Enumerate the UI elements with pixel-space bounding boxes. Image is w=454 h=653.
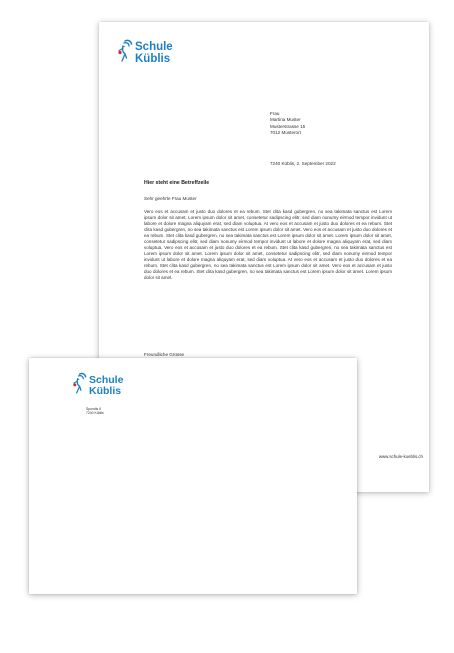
letter-date: 7240 Küblis, 2. September 2022: [270, 161, 336, 166]
envelope-logo: [72, 372, 123, 396]
recipient-street: Musterstrasse 15: [270, 123, 306, 129]
letter-closing: Freundliche Grüsse: [144, 352, 185, 357]
sender-address: [86, 407, 104, 416]
brand-line-2: Küblis: [135, 52, 171, 65]
ibex-head-icon: [72, 372, 88, 395]
recipient-address: [270, 111, 305, 136]
sender-street: Spondis 6: [86, 407, 102, 411]
envelope: [29, 358, 357, 594]
sender-city: 7240 Küblis: [86, 411, 104, 416]
letter-subject: Hier steht eine Betreffzeile: [144, 180, 210, 186]
brand-line-1: Schule: [89, 374, 124, 386]
letter-body: Vero eos et accusam et justo duo dolores et ea rebum. Stet clita kasd gubergren, no sea takimata sanctus est Lorem ipsum dolor sit amet. Lorem ipsum dolor sit amet, consetetur sadipscing elitr, sed diam nonumy eirmod tempor invidunt ut labore et dolore magna aliquyam erat, sed diam voluptua. At vero eos et accusam et justo duo dolores et ea rebum. Stet clita kasd gubergren, no sea takimata sanctus est Lorem ipsum dolor sit amet. Vero eos et accusam et justo duo dolores et ea rebum. Stet clita kasd gubergren, no sea takimata sanctus est Lorem ipsum dolor sit amet. Lorem ipsum dolor sit amet, consetetur sadipscing elitr, sed diam nonumy eirmod tempor invidunt ut labore et dolore magna aliquyam erat, sed diam voluptua. Vero eos et accusam et justo duo dolores et ea rebum. Stet clita kasd gubergren, no sea takimata sanctus est Lorem ipsum dolor sit amet. Lorem ipsum dolor sit amet, consetetur sadipscing elitr, sed diam nonumy eirmod tempor invidunt ut labore et dolore magna aliquyam erat, sed diam voluptua. At vero eos et accusam et justo duo dolores et ea rebum. Stet clita kasd gubergren, no sea takimata sanctus est Lorem ipsum dolor sit amet. Vero eos et accusam et justo duo dolores et ea rebum. Stet clita kasd gubergren, no sea takimata sanctus est Lorem ipsum dolor sit amet. Lorem ipsum dolor sit amet.: [144, 209, 392, 280]
brand-line-2: Küblis: [89, 384, 122, 397]
letter-greeting: Sehr geehrte Frau Muster: [144, 196, 197, 201]
recipient-salutation: Frau: [270, 111, 280, 116]
brand-wordmark: [135, 42, 173, 65]
ibex-head-icon: [117, 39, 134, 63]
footer-website: www.schule-kueblis.ch: [378, 454, 423, 459]
recipient-city: 7012 Musterort: [270, 129, 301, 135]
brand-wordmark: [89, 375, 123, 396]
recipient-name: Martina Muster: [270, 117, 301, 123]
brand-line-1: Schule: [135, 41, 173, 53]
letter-logo: [117, 39, 173, 65]
